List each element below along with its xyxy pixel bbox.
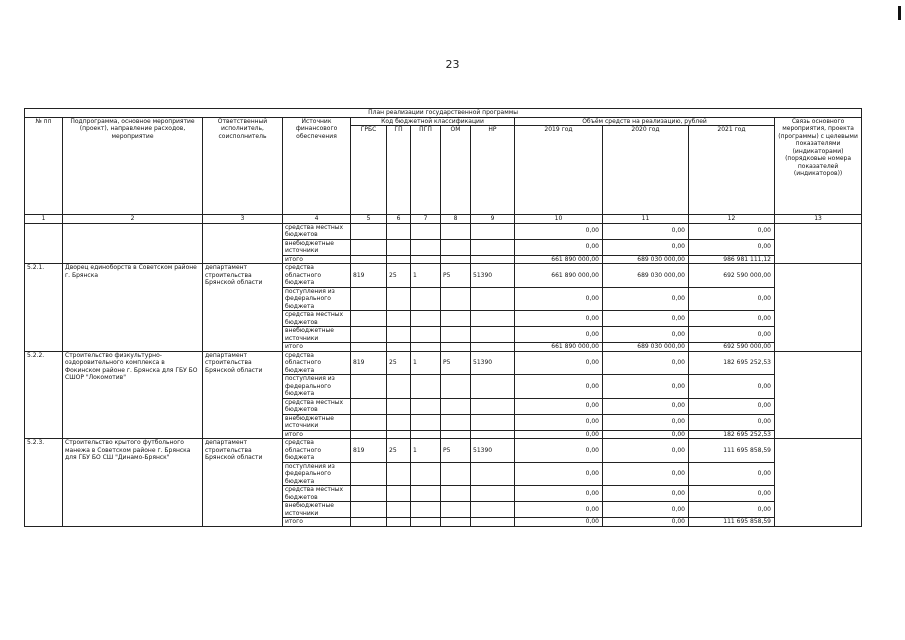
amount-2020: 0,00 <box>603 502 689 518</box>
amount-2021: 111 695 858,59 <box>689 518 775 527</box>
amount-2021: 0,00 <box>689 311 775 327</box>
col-header-om: ОМ <box>441 126 471 215</box>
amount-2020: 689 030 000,00 <box>603 343 689 352</box>
amount-2020: 0,00 <box>603 486 689 502</box>
table-row <box>25 351 862 375</box>
pgp-cell: 1 <box>411 264 441 288</box>
amount-2019: 0,00 <box>515 439 603 463</box>
grbs-cell: 819 <box>351 264 387 288</box>
amount-2020: 0,00 <box>603 462 689 486</box>
table-row <box>25 264 862 288</box>
amount-2019: 0,00 <box>515 502 603 518</box>
amount-2020: 0,00 <box>603 351 689 375</box>
amount-2019: 0,00 <box>515 518 603 527</box>
item-name: Строительство физкультурно-оздоровительного комплекса в Фокинском районе г. Брянска для ГБУ БО СШОР "Локомотив" <box>63 351 203 439</box>
col-header-budget-code: Код бюджетной классификации <box>351 117 515 126</box>
source-cell: итого <box>283 430 351 439</box>
table-row <box>25 223 862 239</box>
program-plan-table <box>24 108 862 527</box>
col-number: 6 <box>387 215 411 224</box>
amount-2019: 0,00 <box>515 351 603 375</box>
amount-2021: 0,00 <box>689 462 775 486</box>
source-cell: средства областного бюджета <box>283 264 351 288</box>
col-number: 13 <box>775 215 862 224</box>
item-responsible: департамент строительства Брянской области <box>203 439 283 527</box>
amount-2021: 0,00 <box>689 239 775 255</box>
pgp-cell: 1 <box>411 351 441 375</box>
source-cell: итого <box>283 343 351 352</box>
source-cell: средства областного бюджета <box>283 439 351 463</box>
source-cell: средства местных бюджетов <box>283 223 351 239</box>
amount-2019: 0,00 <box>515 486 603 502</box>
col-header-2019: 2019 год <box>515 126 603 215</box>
gp-cell: 25 <box>387 439 411 463</box>
amount-2020: 0,00 <box>603 398 689 414</box>
amount-2021: 0,00 <box>689 223 775 239</box>
amount-2021: 692 590 000,00 <box>689 264 775 288</box>
amount-2019: 661 890 000,00 <box>515 264 603 288</box>
table-row <box>25 439 862 463</box>
col-header-pgp: ПГП <box>411 126 441 215</box>
col-number: 4 <box>283 215 351 224</box>
item-number: 5.2.1. <box>25 264 63 352</box>
item-responsible: департамент строительства Брянской области <box>203 351 283 439</box>
scan-edge-mark <box>898 6 901 20</box>
gp-cell: 25 <box>387 351 411 375</box>
source-cell: поступления из федерального бюджета <box>283 375 351 399</box>
amount-2020: 0,00 <box>603 414 689 430</box>
col-header-responsible: Ответственный исполнитель, соисполнитель <box>203 117 283 215</box>
amount-2021: 0,00 <box>689 414 775 430</box>
plan-header: План реализации государственной программы <box>25 109 862 118</box>
amount-2019: 661 890 000,00 <box>515 343 603 352</box>
amount-2019: 0,00 <box>515 311 603 327</box>
source-cell: итого <box>283 255 351 264</box>
item-number: 5.2.2. <box>25 351 63 439</box>
col-header-no: № пп <box>25 117 63 215</box>
amount-2021: 182 695 252,53 <box>689 351 775 375</box>
amount-2020: 0,00 <box>603 287 689 311</box>
om-cell: Р5 <box>441 351 471 375</box>
amount-2020: 0,00 <box>603 223 689 239</box>
source-cell: поступления из федерального бюджета <box>283 462 351 486</box>
amount-2020: 0,00 <box>603 375 689 399</box>
amount-2020: 0,00 <box>603 439 689 463</box>
source-cell: итого <box>283 518 351 527</box>
grbs-cell: 819 <box>351 351 387 375</box>
col-header-name: Подпрограмма, основное мероприятие (проект), направление расходов, мероприятие <box>63 117 203 215</box>
amount-2020: 0,00 <box>603 311 689 327</box>
source-cell: внебюджетные источники <box>283 239 351 255</box>
amount-2021: 0,00 <box>689 375 775 399</box>
col-header-volume: Объём средств на реализацию, рублей <box>515 117 775 126</box>
amount-2019: 0,00 <box>515 223 603 239</box>
amount-2020: 0,00 <box>603 430 689 439</box>
amount-2021: 182 695 252,53 <box>689 430 775 439</box>
amount-2019: 0,00 <box>515 327 603 343</box>
amount-2020: 689 030 000,00 <box>603 255 689 264</box>
col-number: 7 <box>411 215 441 224</box>
amount-2021: 111 695 858,59 <box>689 439 775 463</box>
amount-2020: 0,00 <box>603 518 689 527</box>
nr-cell: 51390 <box>471 351 515 375</box>
source-cell: средства областного бюджета <box>283 351 351 375</box>
item-name: Строительство крытого футбольного манежа в Советском районе г. Брянска для ГБУ БО СШ "Динамо-Брянск" <box>63 439 203 527</box>
col-header-nr: НР <box>471 126 515 215</box>
col-number: 5 <box>351 215 387 224</box>
om-cell: Р5 <box>441 264 471 288</box>
amount-2020: 0,00 <box>603 327 689 343</box>
amount-2021: 692 590 000,00 <box>689 343 775 352</box>
source-cell: средства местных бюджетов <box>283 311 351 327</box>
source-cell: средства местных бюджетов <box>283 486 351 502</box>
col-number: 9 <box>471 215 515 224</box>
col-header-gp: ГП <box>387 126 411 215</box>
amount-2019: 0,00 <box>515 287 603 311</box>
item-responsible: департамент строительства Брянской области <box>203 264 283 352</box>
col-number: 8 <box>441 215 471 224</box>
item-number: 5.2.3. <box>25 439 63 527</box>
amount-2020: 0,00 <box>603 239 689 255</box>
amount-2021: 986 981 111,12 <box>689 255 775 264</box>
col-number: 3 <box>203 215 283 224</box>
col-header-2020: 2020 год <box>603 126 689 215</box>
col-header-link: Связь основного мероприятия, проекта (программы) с целевыми показателями (индикаторами) (порядковые номера показателей (индикаторов)) <box>775 117 862 215</box>
page-number: 23 <box>445 58 460 71</box>
col-number: 11 <box>603 215 689 224</box>
col-number: 2 <box>63 215 203 224</box>
amount-2019: 0,00 <box>515 430 603 439</box>
item-name: Дворец единоборств в Советском районе г. Брянска <box>63 264 203 352</box>
col-number: 1 <box>25 215 63 224</box>
om-cell: Р5 <box>441 439 471 463</box>
amount-2019: 0,00 <box>515 398 603 414</box>
amount-2021: 0,00 <box>689 287 775 311</box>
col-header-source: Источник финансового обеспечения <box>283 117 351 215</box>
source-cell: внебюджетные источники <box>283 414 351 430</box>
amount-2019: 0,00 <box>515 239 603 255</box>
column-number-row <box>25 215 862 224</box>
gp-cell: 25 <box>387 264 411 288</box>
grbs-cell: 819 <box>351 439 387 463</box>
nr-cell: 51390 <box>471 439 515 463</box>
amount-2020: 689 030 000,00 <box>603 264 689 288</box>
col-header-grbs: ГРБС <box>351 126 387 215</box>
col-header-2021: 2021 год <box>689 126 775 215</box>
amount-2019: 0,00 <box>515 414 603 430</box>
nr-cell: 51390 <box>471 264 515 288</box>
col-number: 12 <box>689 215 775 224</box>
amount-2019: 661 890 000,00 <box>515 255 603 264</box>
amount-2021: 0,00 <box>689 486 775 502</box>
amount-2019: 0,00 <box>515 462 603 486</box>
source-cell: средства местных бюджетов <box>283 398 351 414</box>
source-cell: внебюджетные источники <box>283 502 351 518</box>
amount-2021: 0,00 <box>689 502 775 518</box>
amount-2019: 0,00 <box>515 375 603 399</box>
source-cell: поступления из федерального бюджета <box>283 287 351 311</box>
amount-2021: 0,00 <box>689 327 775 343</box>
col-number: 10 <box>515 215 603 224</box>
source-cell: внебюджетные источники <box>283 327 351 343</box>
pgp-cell: 1 <box>411 439 441 463</box>
amount-2021: 0,00 <box>689 398 775 414</box>
